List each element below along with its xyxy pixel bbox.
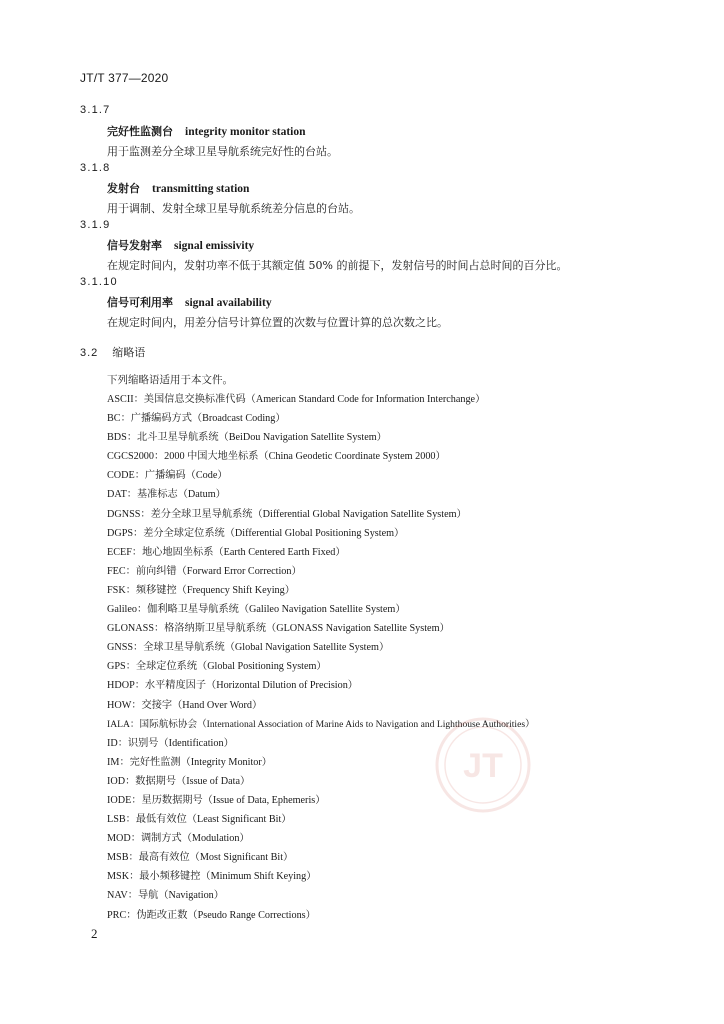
clause-number: 3.1.9 (80, 219, 111, 231)
jt-seal-watermark-icon (433, 715, 533, 815)
abbreviation-item: GLONASS：格洛纳斯卫星导航系统（GLONASS Navigation Satellite System） (107, 623, 450, 635)
section-intro: 下列缩略语适用于本文件。 (107, 374, 233, 386)
term-definition: 在规定时间内，用差分信号计算位置的次数与位置计算的总次数之比。 (107, 316, 448, 329)
abbreviation-item: DGNSS：差分全球卫星导航系统（Differential Global Navigation Satellite System） (107, 508, 467, 520)
abbreviation-item: GPS：全球定位系统（Global Positioning System） (107, 661, 327, 673)
standard-code-header: JT/T 377—2020 (80, 71, 169, 85)
abbreviation-item: NAV：导航（Navigation） (107, 890, 224, 902)
section-number: 3.2 (80, 347, 99, 359)
page-number: 2 (91, 926, 98, 941)
term-english: integrity monitor station (185, 126, 306, 138)
clause-number: 3.1.10 (80, 276, 118, 288)
abbreviation-item: FEC：前向纠错（Forward Error Correction） (107, 565, 302, 577)
abbreviation-item: IALA：国际航标协会（International Association of Marine Aids to Navigation and Lighthouse Authorities） (107, 718, 535, 730)
term-english: transmitting station (152, 183, 250, 195)
abbreviation-item: MSB：最高有效位（Most Significant Bit） (107, 852, 294, 864)
term-chinese: 完好性监测台 (107, 125, 173, 138)
term-english: signal availability (185, 297, 272, 309)
abbreviation-item: DGPS：差分全球定位系统（Differential Global Positioning System） (107, 527, 405, 539)
abbreviation-item: BDS：北斗卫星导航系统（BeiDou Navigation Satellite System） (107, 432, 387, 444)
svg-text:JT: JT (463, 747, 503, 785)
abbreviation-item: CGCS2000：2000 中国大地坐标系（China Geodetic Coordinate System 2000） (107, 451, 446, 463)
term-definition: 在规定时间内，发射功率不低于其额定值 50% 的前提下，发射信号的时间占总时间的百分比。 (107, 259, 568, 272)
term-chinese: 信号可利用率 (107, 296, 173, 309)
abbreviation-item: HDOP：水平精度因子（Horizontal Dilution of Precision） (107, 680, 358, 692)
abbreviation-item: LSB：最低有效位（Least Significant Bit） (107, 814, 292, 826)
term-chinese: 发射台 (107, 182, 140, 195)
term-definition: 用于调制、发射全球卫星导航系统差分信息的台站。 (107, 202, 360, 215)
abbreviation-item: MSK：最小频移键控（Minimum Shift Keying） (107, 871, 317, 883)
term-chinese: 信号发射率 (107, 239, 162, 252)
term-english: signal emissivity (174, 240, 255, 252)
abbreviation-item: FSK：频移键控（Frequency Shift Keying） (107, 584, 295, 596)
section-heading (80, 344, 145, 360)
term-entry (107, 294, 272, 310)
abbreviation-item: PRC：伪距改正数（Pseudo Range Corrections） (107, 909, 316, 921)
section-title: 缩略语 (112, 346, 146, 359)
abbreviation-item: IOD：数据期号（Issue of Data） (107, 775, 251, 787)
abbreviation-item: DAT：基准标志（Datum） (107, 489, 226, 501)
abbreviation-item: GNSS：全球卫星导航系统（Global Navigation Satellite System） (107, 642, 390, 654)
term-entry (107, 180, 249, 196)
term-definition: 用于监测差分全球卫星导航系统完好性的台站。 (107, 145, 338, 158)
term-entry (107, 123, 306, 139)
abbreviation-item: BC：广播编码方式（Broadcast Coding） (107, 413, 286, 425)
abbreviation-item: ASCII：美国信息交换标准代码（American Standard Code for Information Interchange） (107, 394, 486, 405)
abbreviation-item: MOD：调制方式（Modulation） (107, 833, 250, 845)
term-entry (107, 237, 254, 253)
abbreviation-item: HOW：交接字（Hand Over Word） (107, 699, 263, 711)
abbreviation-item: IM：完好性监测（Integrity Monitor） (107, 756, 272, 768)
abbreviation-item: Galileo：伽利略卫星导航系统（Galileo Navigation Satellite System） (107, 604, 406, 616)
abbreviation-item: ECEF：地心地固坐标系（Earth Centered Earth Fixed） (107, 546, 346, 558)
clause-number: 3.1.7 (80, 104, 111, 116)
abbreviation-item: ID：识别号（Identification） (107, 737, 234, 749)
abbreviation-item: CODE：广播编码（Code） (107, 470, 228, 482)
clause-number: 3.1.8 (80, 162, 111, 174)
abbreviation-list (107, 390, 535, 925)
abbreviation-item: IODE：星历数据期号（Issue of Data, Ephemeris） (107, 794, 326, 806)
